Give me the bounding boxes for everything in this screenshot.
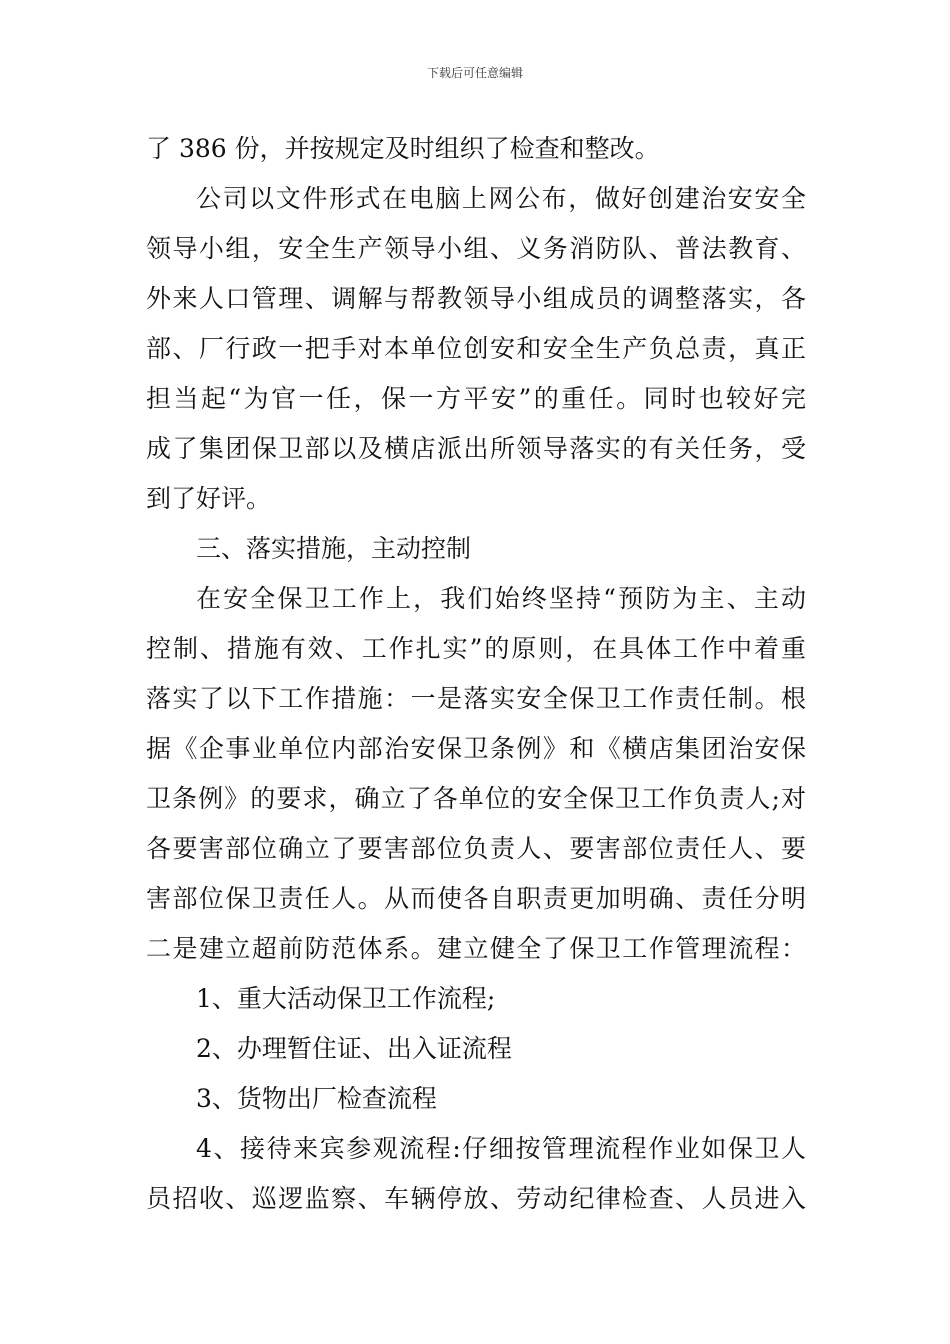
body-line: 控制、措施有效、工作扎实”的原则，在具体工作中着重 xyxy=(146,634,806,663)
list-item: 4、接待来宾参观流程:仔细按管理流程作业如保卫人 xyxy=(196,1134,806,1163)
body-line: 据《企事业单位内部治安保卫条例》和《横店集团治安保 xyxy=(146,734,806,763)
list-item: 1、重大活动保卫工作流程; xyxy=(196,984,496,1013)
body-line: 部、厂行政一把手对本单位创安和安全生产负总责，真正 xyxy=(146,334,806,363)
body-line: 外来人口管理、调解与帮教领导小组成员的调整落实，各 xyxy=(146,284,806,313)
body-line: 领导小组，安全生产领导小组、义务消防队、普法教育、 xyxy=(146,234,806,263)
section-heading: 三、落实措施，主动控制 xyxy=(196,534,472,563)
body-line: 担当起“为官一任，保一方平安”的重任。同时也较好完 xyxy=(146,384,806,413)
list-item: 2、办理暂住证、出入证流程 xyxy=(196,1034,512,1063)
list-item: 3、货物出厂检查流程 xyxy=(196,1084,437,1113)
body-line: 成了集团保卫部以及横店派出所领导落实的有关任务，受 xyxy=(146,434,806,463)
body-line: 落实了以下工作措施：一是落实安全保卫工作责任制。根 xyxy=(146,684,806,713)
body-line: 员招收、巡逻监察、车辆停放、劳动纪律检查、人员进入 xyxy=(146,1184,806,1213)
page-header: 下载后可任意编辑 xyxy=(426,66,523,80)
body-line: 卫条例》的要求，确立了各单位的安全保卫工作负责人;对 xyxy=(146,784,806,813)
body-line: 公司以文件形式在电脑上网公布，做好创建治安安全 xyxy=(196,184,806,213)
body-line: 二是建立超前防范体系。建立健全了保卫工作管理流程： xyxy=(146,934,806,963)
body-line: 在安全保卫工作上，我们始终坚持“预防为主、主动 xyxy=(196,584,806,613)
body-line: 害部位保卫责任人。从而使各自职责更加明确、责任分明 xyxy=(146,884,806,913)
body-line: 各要害部位确立了要害部位负责人、要害部位责任人、要 xyxy=(146,834,806,863)
body-line: 到了好评。 xyxy=(146,484,272,513)
body-line: 了 386 份，并按规定及时组织了检查和整改。 xyxy=(146,134,660,163)
